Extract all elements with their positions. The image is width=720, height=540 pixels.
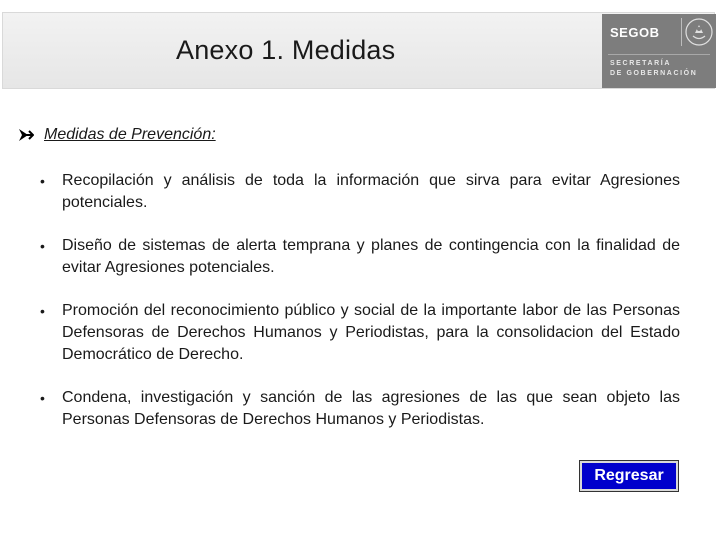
logo-top [602, 14, 716, 49]
section-header [18, 126, 216, 144]
mexico-coat-of-arms-icon [684, 17, 714, 47]
section-heading: Medidas de Prevención: [44, 126, 216, 143]
logo-separator [608, 54, 710, 55]
logo-brand: SEGOB [610, 25, 660, 40]
measures-list [40, 170, 680, 452]
back-button[interactable]: Regresar [580, 461, 678, 491]
logo-divider [681, 18, 682, 46]
list-item: • Diseño de sistemas de alerta temprana y planes de contingencia con la finalidad de evitar Agresiones potenciales. [40, 235, 680, 279]
arrow-bullet-icon [18, 128, 34, 142]
segob-logo [602, 14, 716, 88]
page-title: Anexo 1. Medidas [176, 35, 396, 65]
list-item: • Promoción del reconocimiento público y social de la importante labor de las Personas Defensoras de Derechos Humanos y Periodistas, para la consolidacion del Estado Democrático de Derecho. [40, 300, 680, 366]
logo-line2: DE GOBERNACIÓN [610, 70, 698, 77]
list-item: • Recopilación y análisis de toda la información que sirva para evitar Agresiones potenciales. [40, 170, 680, 214]
logo-line1: SECRETARÍA [610, 60, 671, 67]
list-item: • Condena, investigación y sanción de las agresiones de las que sean objeto las Personas Defensoras de Derechos Humanos y Periodistas. [40, 387, 680, 431]
